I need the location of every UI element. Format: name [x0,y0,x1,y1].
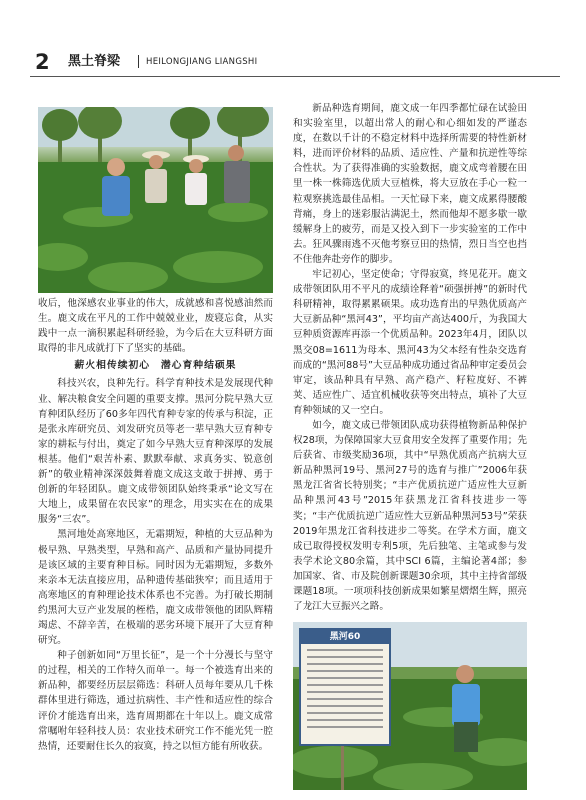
paragraph: 种子创新如同“万里长征”，是一个十分漫长与坚守的过程，相关的工作特久而单一。每一个被选育出来的新品种，都要经历层层筛选：科研人员每年要从几千株群体里进行筛选，通过抗病性、丰产性和适应性的综合评价才能选育出来，选育周期都在十年以上。鹿文成常常嘱咐年轻科技人员：农业技术研究工作不能光凭一腔热情，还要耐住长久的寂寞，持之以恒方能有所收获。 [38,650,273,752]
paragraph: 黑河地处高寒地区，无霜期短，种植的大豆品种为极早熟、早熟类型，早熟和高产、品质和产量协同提升是该区域的主要育种目标。同时因为无霜期短，多数外来亲本无法直接应用，品种遗传基础狭窄；而且适用于高寒地区的育种理论技术体系也不完善。为打破长期制约黑河大豆产业发展的桎梏，鹿文成带领他的团队辉精竭虑、不辞辛苦，在极端的恶劣环境下展开了大豆育种研究。 [38,529,273,647]
header-divider [138,55,139,68]
paragraph: 牢记初心，坚定使命；守得寂寞，终见花开。鹿文成带领团队用不平凡的成绩诠释着“硕强拼搏”的新时代科研精神，取得累累硕果。成功选育出的早熟优质高产大豆新品种“黑河43”，平均亩产高达400斤，为我国大豆种质资源库再添一个优质品种。2023年4月，团队以黑交08=1611为母本、黑河43为父本经有性杂交选育而成的“黑河88号”大豆品种成功通过省品种审定委员会审定，该品种具有早熟、高产稳产、籽粒度好、不裤荚、适应性广、适宜机械收获等突出特点，填补了大豆育种领域的又一空白。 [293,269,527,416]
left-column [38,296,273,754]
header-rule [30,76,560,77]
paragraph: 如今，鹿文成已带领团队成功获得植物新品种保护权28项，为保障国家大豆食用安全发挥了重要作用；先后获省、市级奖励36项，其中“早熟优质高产抗病大豆新品种黑河19号、黑河27号的选育与推广”2006年获黑龙江省省长特别奖；“丰产优质抗逆广适应性大豆新品种黑河43号”2015年获黑龙江省科技进步一等奖；“丰产优质抗逆广适应性大豆新品种黑河53号”荣获2019年黑龙江省科技进步二等奖。在学术方面，鹿文成已取得授权发明专利5项，先后独笔、主笔或参与发表学术论文80余篇，其中SCI 6篇，主编论著4部；参加国家、省、市及院创新课题30余项，其中主持省部级课题18项。一项项科技创新成果如繁星熠熠生辉，照亮了龙江大豆振兴之路。 [293,419,527,613]
paragraph: 收后，他深感农业事业的伟大，成就感和喜悦感油然而生。鹿文成在平凡的工作中兢兢业业，废寝忘食，从实践中一点一滴积累起科研经验，为今后在大豆科研方面取得的非凡成就打下了坚实的基础。 [38,298,273,355]
paragraph: 新品种选育期间，鹿文成一年四季都忙碌在试验田和实验室里，以超出常人的耐心和心细如发的严谨态度，在数以千计的不稳定材料中选择所需要的特性新材料，进而评价材料的品质、适应性、产量和抗逆性等综合性状。为了获得准确的实验数据，鹿文成弯着腰在田里一株一株筛选优质大豆植株，将大豆放在手心一粒一粒观察挑选最佳品相。一天忙碌下来，鹿文成累得腰酸背痛，身上的迷彩服沾满泥土，然而他却不愿多歇一歇缓解身上的疲劳，而是又投入到下一步实验室的工作中去。狂风骤雨逃不灭他考察豆田的热情，烈日当空也挡不住他奔赴旁作的脚步。 [293,103,527,265]
magazine-title-en: HEILONGJIANG LIANGSHI [146,57,258,67]
magazine-title: 黑土脊梁 [68,54,121,69]
page-header [30,50,560,74]
variety-sign [299,628,391,746]
field-photo-researchers [38,107,273,293]
right-column [293,101,527,614]
sign-title: 黑河60 [301,630,389,644]
section-heading: 薪火相传续初心 潜心育种结硕果 [74,360,237,372]
paragraph: 科技兴农，良种先行。科学育种技术是发展现代种业、解决粮食安全问题的重要支撑。黑河分院早熟大豆育种团队经历了60多年四代育种专家的传承与积淀，正是张永库研究员、刘发研究员等老一辈早熟大豆育种专家的耕耘与付出，奠定了如今早熟大豆育种深厚的发展根基。他们“艰苦朴素、默默奉献、求真务实、锐意创新”的敬业精神深深鼓舞着鹿文成这支敢于拼搏、勇于创新的年轻团队。鹿文成带领团队始终秉承“论文写在大地上，成果留在农民家”的理念，用实实在在的成果服务“三农”。 [38,378,273,526]
field-photo-variety-sign [293,622,527,790]
page-number: 2 [35,50,50,74]
